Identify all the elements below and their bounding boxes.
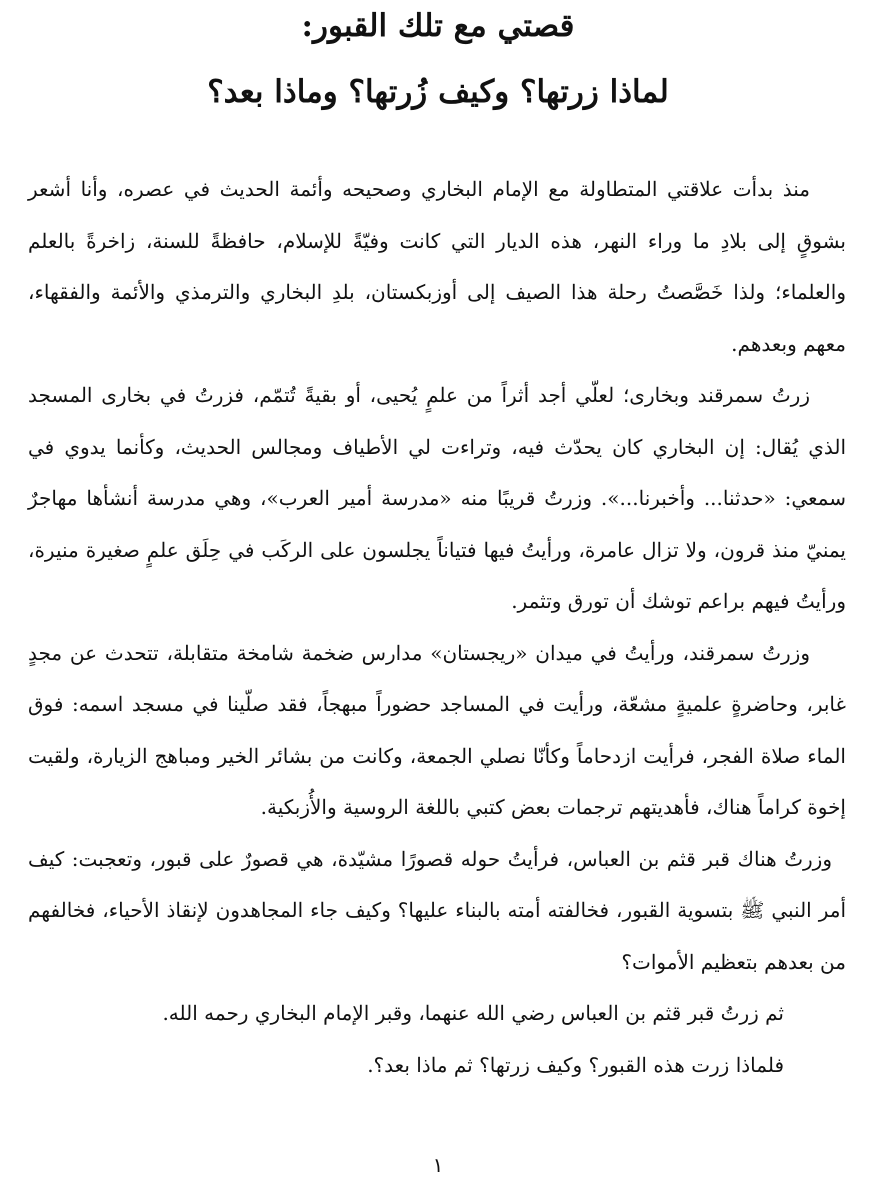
body-text <box>28 164 846 1091</box>
paragraph-bukhara: زرتُ سمرقند وبخارى؛ لعلّي أجد أثراً من علمٍ يُحيى، أو بقيةً تُتمّم، فزرتُ في بخارى المسجد الذي يُقال: إن البخاري كان يحدّث فيه، وتراءت لي الأطياف ومجالس الحديث، وكأنما يدوي في سمعي: «حدثنا... وأخبرنا...». وزرتُ قريبًا منه «مدرسة أمير العرب»، وهي مدرسة أنشأها مهاجرٌ يمنيّ منذ قرون، ولا تزال عامرة، ورأيتُ فيها فتياناً يجلسون على الركَب في حِلَق علمٍ صغيرة منيرة، ورأيتُ فيهم براعم توشك أن تورق وتثمر. <box>28 383 846 613</box>
title-line-2: لماذا زرتها؟ وكيف زُرتها؟ وماذا بعد؟ <box>207 74 669 110</box>
closing-line-questions: فلماذا زرت هذه القبور؟ وكيف زرتها؟ ثم ماذا بعد؟. <box>367 1052 784 1077</box>
title-line-1: قصتي مع تلك القبور: <box>301 8 575 44</box>
closing-line-visits: ثم زرتُ قبر قثم بن العباس رضي الله عنهما، وقبر الإمام البخاري رحمه الله. <box>162 1001 784 1025</box>
paragraph-intro: منذ بدأت علاقتي المتطاولة مع الإمام البخاري وصحيحه وأئمة الحديث في عصره، وأنا أشعر بشوقٍ إلى بلادِ ما وراء النهر، هذه الديار التي كانت وفيّةً للإسلام، حافظةً للسنة، زاخرةً بالعلم والعلماء؛ ولذا خَصَّصتُ رحلة هذا الصيف إلى أوزبكستان، بلدِ البخاري والترمذي والأئمة والفقهاء، معهم وبعدهم. <box>28 177 846 356</box>
paragraph-qutham-tomb: وزرتُ هناك قبر قثم بن العباس، فرأيتُ حوله قصورًا مشيّدة، هي قصورٌ على قبور، وتعجبت: كيف أمر النبي ﷺ بتسوية القبور، فخالفته أمته بالبناء عليها؟ وكيف جاء المجاهدون لإنقاذ الأحياء، فخالفهم من بعدهم بتعظيم الأموات؟ <box>28 846 846 974</box>
page-number: ١ <box>432 1153 444 1177</box>
paragraph-samarkand: وزرتُ سمرقند، ورأيتُ في ميدان «ريجستان» مدارس ضخمة شامخة متقابلة، تتحدث عن مجدٍ غابر، وحاضرةٍ علميةٍ مشعّة، ورأيت في المساجد حضوراً مبهجاً، فقد صلّينا في مسجد اسمه: فوق الماء صلاة الفجر، فرأيت ازدحاماً وكأنّا نصلي الجمعة، وكانت من بشائر الخير ومباهج الزيارة، ولقيت إخوة كراماً هناك، فأهديتهم ترجمات بعض كتبي باللغة الروسية والأُزبكية. <box>28 640 846 819</box>
